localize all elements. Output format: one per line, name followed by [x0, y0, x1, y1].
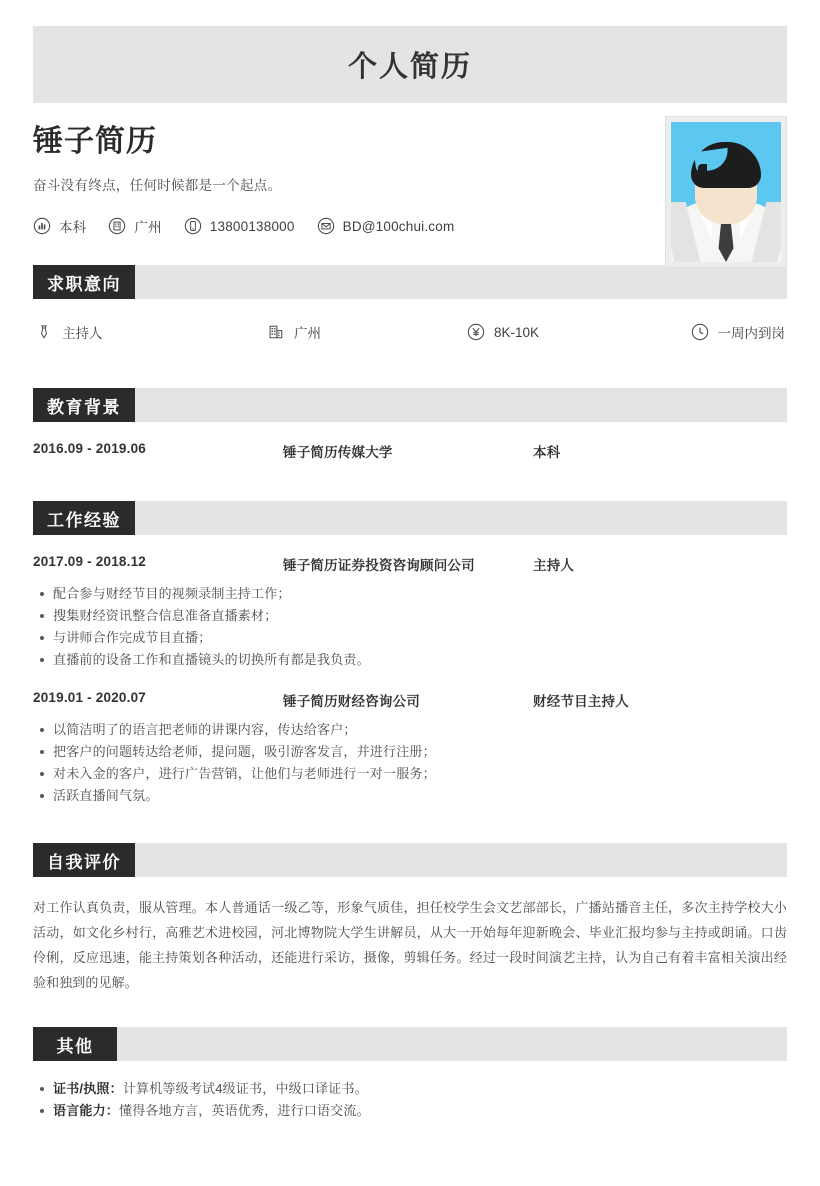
work-bullet-list [33, 583, 787, 671]
work-entry-head [33, 554, 787, 574]
contact-item-city [108, 216, 161, 236]
work-entry [33, 671, 787, 807]
other-list [33, 1078, 787, 1122]
education-chart-icon [33, 217, 51, 235]
list-item: 对未入金的客户，进行广告营销，让他们与老师进行一对一服务； [33, 763, 787, 785]
entry-organization: 锤子简历证券投资咨询顾问公司 [283, 558, 475, 573]
document-title-band [33, 26, 787, 103]
list-item: 搜集财经资讯整合信息准备直播素材； [33, 605, 787, 627]
entry-date: 2016.09 - 2019.06 [33, 441, 146, 456]
building-icon [108, 217, 126, 235]
resume-page [0, 26, 820, 1186]
contact-label: 广州 [134, 220, 162, 235]
work-entry-head [33, 690, 787, 710]
list-item [33, 1078, 787, 1100]
clock-icon [691, 323, 709, 341]
necktie-icon [35, 323, 53, 341]
list-item: 与讲师合作完成节目直播； [33, 627, 787, 649]
other-item-value: 计算机等级考试4级证书，中级口译证书。 [122, 1081, 368, 1096]
list-item [33, 1100, 787, 1122]
page-title: 个人简历 [347, 51, 472, 83]
list-item: 以简洁明了的语言把老师的讲课内容，传达给客户； [33, 719, 787, 741]
contact-item-phone [184, 217, 295, 235]
entry-role: 本科 [533, 445, 561, 460]
contact-label: 本科 [59, 220, 87, 235]
education-entry [33, 422, 787, 461]
intention-item-availability [689, 322, 785, 342]
intention-item-city [267, 322, 467, 342]
city-building-icon [267, 323, 285, 341]
section-header-work [33, 501, 787, 535]
intention-item-position [35, 322, 267, 342]
intention-label: 广州 [294, 326, 321, 341]
other-item-value: 懂得各地方言，英语优秀，进行口语交流。 [119, 1103, 370, 1118]
contact-label: BD@100chui.com [342, 218, 455, 234]
section-title: 工作经验 [33, 501, 135, 535]
entry-organization: 锤子简历传媒大学 [283, 445, 393, 460]
candidate-tagline: 奋斗没有终点，任何时候都是一个起点。 [33, 178, 282, 193]
self-evaluation-text: 对工作认真负责，服从管理。本人普通话一级乙等，形象气质佳，担任校学生会文艺部部长，广播站播音主任，多次主持学校大小活动，如文化乡村行，高雅艺术进校园，河北博物院大学生讲解员，从大一开始每年迎新晚会、毕业汇报均参与主持或朗诵。口齿伶俐，反应迅速，能主持策划各种活动，还能进行采访，摄像，剪辑任务。经过一段时间演艺主持，认为自己有着丰富相关演出经验和独到的见解。 [33, 900, 787, 990]
list-item: 把客户的问题转达给老师，提问题，吸引游客发言，并进行注册； [33, 741, 787, 763]
section-title: 自我评价 [33, 843, 135, 877]
list-item: 活跃直播间气氛。 [33, 785, 787, 807]
intention-label: 一周内到岗 [717, 326, 785, 341]
list-item: 直播前的设备工作和直播镜头的切换所有都是我负责。 [33, 649, 787, 671]
list-item: 配合参与财经节目的视频录制主持工作； [33, 583, 787, 605]
section-header-other [33, 1027, 787, 1061]
entry-date: 2019.01 - 2020.07 [33, 690, 146, 705]
yen-currency-icon [467, 323, 485, 341]
work-entry [33, 535, 787, 671]
education-entry-head [33, 441, 787, 461]
other-item-label: 语言能力： [53, 1103, 120, 1118]
avatar [671, 122, 781, 262]
profile-photo-frame [665, 116, 787, 268]
intention-item-salary [467, 323, 689, 341]
entry-date: 2017.09 - 2018.12 [33, 554, 146, 569]
work-bullet-list [33, 719, 787, 807]
section-header-self-evaluation [33, 843, 787, 877]
mobile-phone-icon [184, 217, 202, 235]
email-envelope-icon [317, 217, 335, 235]
contact-label: 13800138000 [209, 218, 295, 234]
contact-item-email [317, 217, 455, 235]
entry-organization: 锤子简历财经咨询公司 [283, 694, 420, 709]
intention-label: 8K-10K [494, 324, 540, 340]
section-title: 教育背景 [33, 388, 135, 422]
section-header-education [33, 388, 787, 422]
entry-role: 财经节目主持人 [533, 694, 629, 709]
section-title: 其他 [33, 1027, 117, 1061]
intention-row [33, 299, 787, 342]
entry-role: 主持人 [533, 558, 575, 573]
contact-item-education [33, 216, 86, 236]
intention-label: 主持人 [62, 326, 103, 341]
section-header-intention [33, 265, 787, 299]
other-item-label: 证书/执照： [53, 1081, 123, 1096]
candidate-name: 锤子简历 [33, 125, 157, 158]
section-title: 求职意向 [33, 265, 135, 299]
identity-block [33, 103, 787, 265]
